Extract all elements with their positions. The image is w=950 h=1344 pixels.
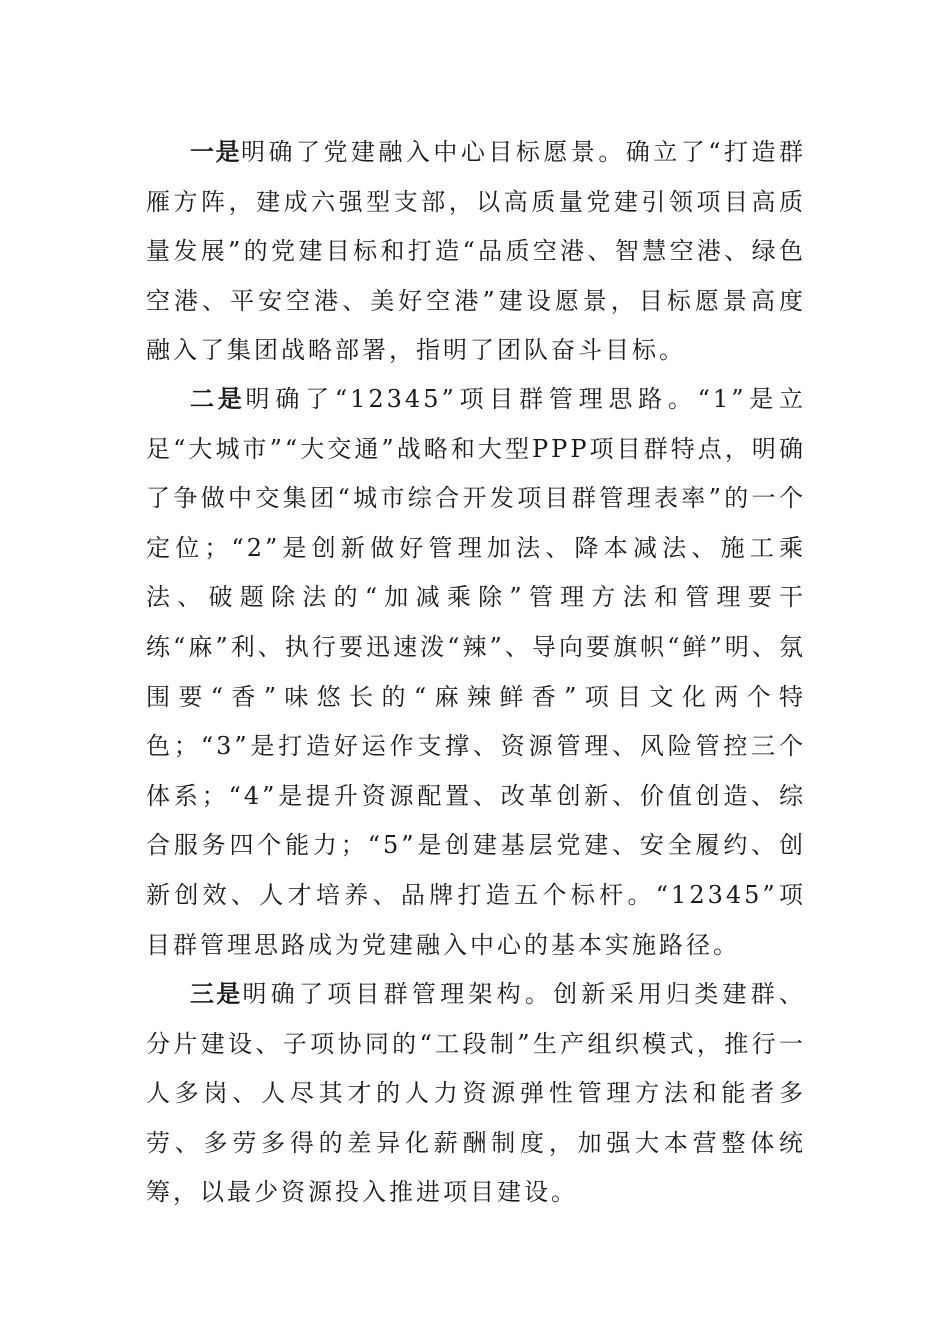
paragraph-body-2: 明确了“12345”项目群管理思路。“1”是立足“大城市”“大交通”战略和大型PPP项目群特点，明确了争做中交集团“城市综合开发项目群管理表率”的一个定位；“2”是创新做好管理加法、降本减法、施工乘法、破题除法的“加减乘除”管理方法和管理要干练“麻”利、执行要迅速泼“辣”、导向要旗帜“鲜”明、氛围要“香”味悠长的“麻辣鲜香”项目文化两个特色；“3”是打造好运作支撑、资源管理、风险管控三个体系；“4”是提升资源配置、改革创新、价值创造、综合服务四个能力；“5”是创建基层党建、安全履约、创新创效、人才培养、品牌打造五个标杆。“12345”项目群管理思路成为党建融入中心的基本实施路径。: [146, 385, 807, 959]
paragraph-lead-2: 二是: [190, 385, 246, 413]
paragraph-management-structure: [146, 970, 806, 1218]
paragraph-management-approach: [146, 375, 806, 970]
paragraph-lead-3: 三是: [190, 980, 243, 1008]
paragraph-body-3: 明确了项目群管理架构。创新采用归类建群、分片建设、子项协同的“工段制”生产组织模式，推行一人多岗、人尽其才的人力资源弹性管理方法和能者多劳、多劳多得的差异化薪酬制度，加强大本营整体统筹，以最少资源投入推进项目建设。: [146, 980, 807, 1207]
paragraph-goal-vision: [146, 128, 806, 376]
paragraph-lead-1: 一是: [190, 138, 241, 166]
paragraph-body-1: 明确了党建融入中心目标愿景。确立了“打造群雁方阵，建成六强型支部，以高质量党建引领项目高质量发展”的党建目标和打造“品质空港、智慧空港、绿色空港、平安空港、美好空港”建设愿景，目标愿景高度融入了集团战略部署，指明了团队奋斗目标。: [146, 138, 806, 365]
